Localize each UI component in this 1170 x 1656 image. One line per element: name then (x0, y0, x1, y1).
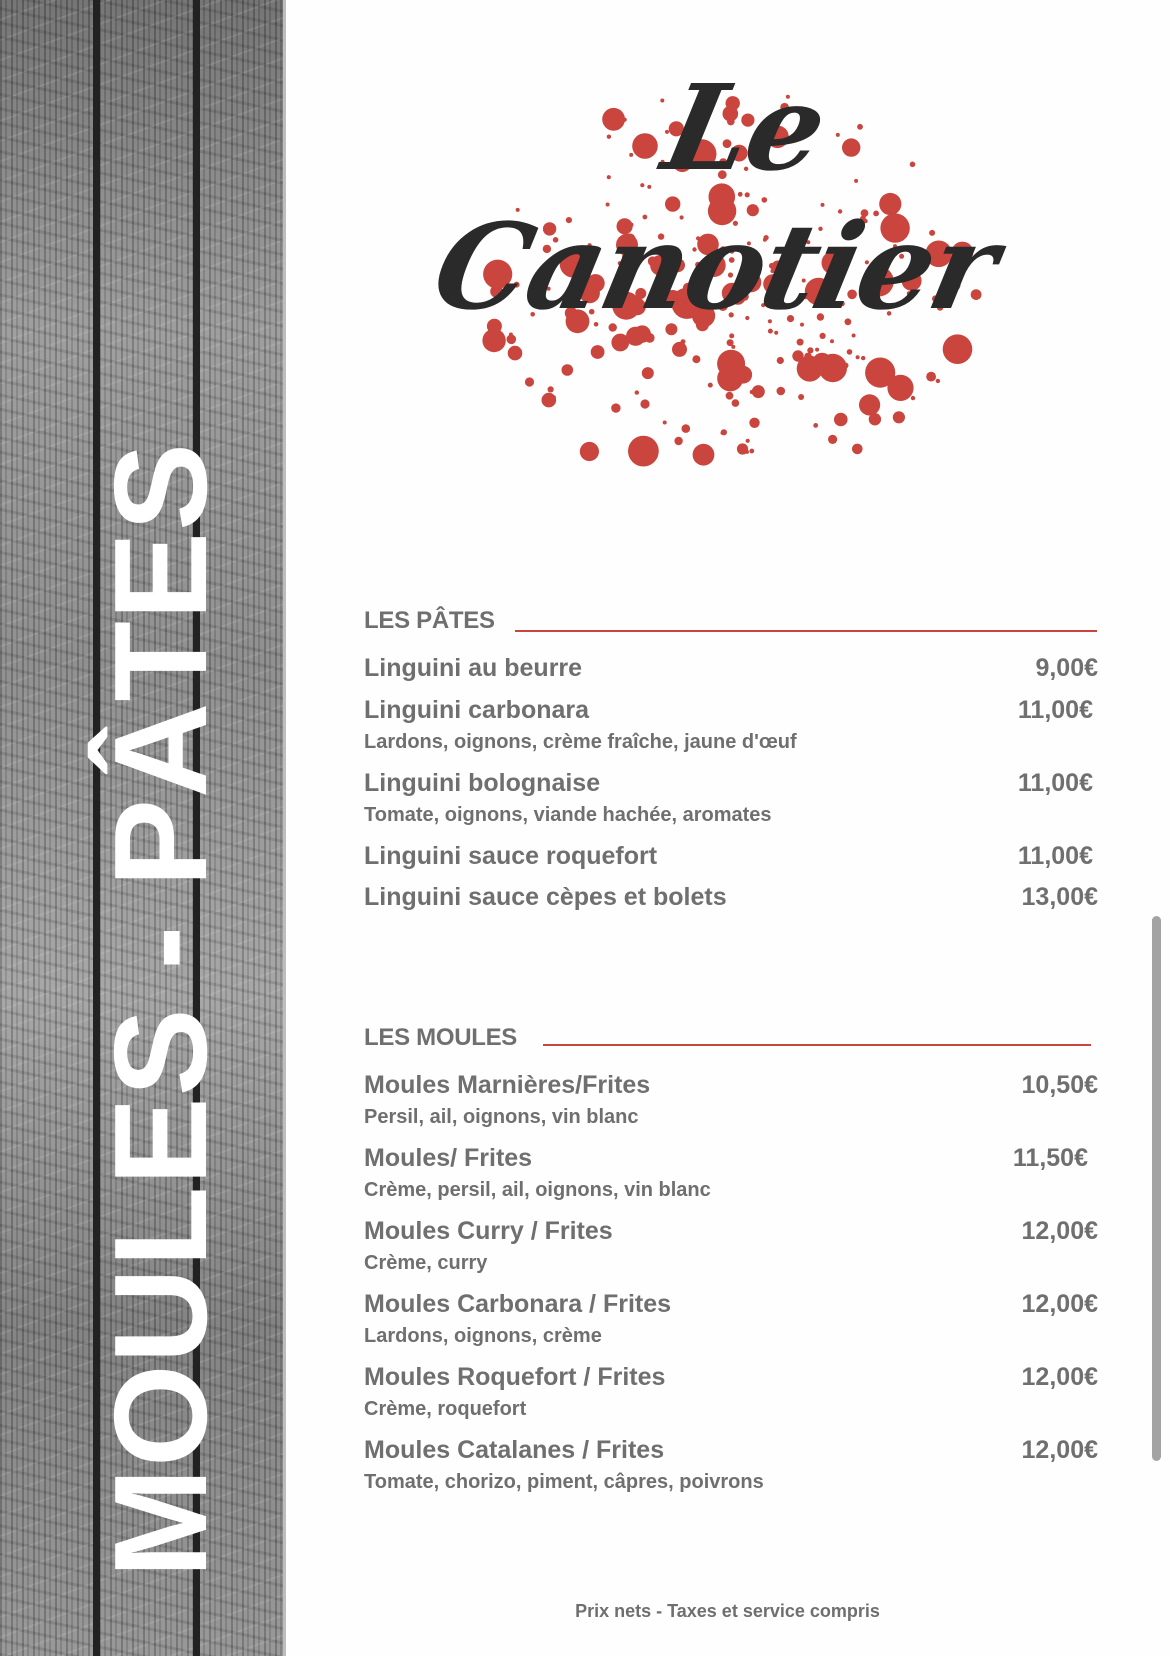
splatter-dot (737, 443, 748, 454)
splatter-dot (843, 363, 849, 369)
menu-item-price: 11,00€ (1017, 769, 1093, 797)
splatter-dot (893, 411, 905, 423)
menu-item-name: Linguini au beurre (364, 654, 583, 682)
splatter-dot (911, 396, 915, 400)
menu-item-name: Moules Curry / Frites (364, 1217, 613, 1245)
splatter-dot (859, 394, 880, 415)
menu-item-price: 12,00€ (1021, 1363, 1098, 1391)
menu-item-name: Moules Catalanes / Frites (364, 1436, 665, 1464)
splatter-dot (777, 357, 784, 364)
menu-item-name: Linguini bolognaise (364, 769, 601, 797)
splatter-dot (611, 334, 629, 352)
menu-item-description: Crème, roquefort (364, 1398, 527, 1420)
splatter-dot (562, 364, 574, 376)
splatter-dot (548, 386, 554, 392)
splatter-dot (726, 392, 734, 400)
splatter-dot (861, 356, 865, 360)
splatter-dot (847, 349, 853, 355)
menu-item-description: Tomate, oignons, viande hachée, aromates (364, 804, 772, 826)
splatter-dot (682, 424, 691, 433)
splatter-dot (749, 418, 759, 428)
menu-item-price: 11,00€ (1017, 696, 1093, 724)
splatter-dot (856, 355, 860, 359)
menu-item-price: 12,00€ (1021, 1290, 1098, 1318)
menu-item-name: Linguini sauce cèpes et bolets (364, 883, 727, 911)
splatter-dot (852, 444, 863, 455)
splatter-dot (580, 442, 599, 461)
splatter-dot (828, 435, 837, 444)
splatter-dot (792, 350, 803, 361)
menu-item-price: 12,00€ (1021, 1217, 1098, 1245)
splatter-dot (801, 367, 805, 371)
menu-item-description: Crème, persil, ail, oignons, vin blanc (364, 1179, 711, 1201)
splatter-dot (813, 423, 818, 428)
menu-item-price: 12,00€ (1021, 1436, 1098, 1464)
splatter-dot (777, 387, 786, 396)
menu-item-description: Persil, ail, oignons, vin blanc (364, 1106, 639, 1128)
splatter-dot (752, 385, 765, 398)
panel-edge (283, 0, 286, 1656)
splatter-dot (727, 339, 734, 346)
splatter-dot (804, 353, 812, 361)
splatter-dot (887, 375, 913, 401)
splatter-dot (672, 342, 687, 357)
section-divider (543, 1044, 1091, 1046)
splatter-dot (807, 347, 813, 353)
section-title-pates: LES PÂTES (364, 607, 495, 634)
splatter-dot (508, 346, 523, 361)
splatter-dot (834, 413, 848, 427)
splatter-dot (936, 379, 940, 383)
side-banner-title: MOULES - PÂTES (87, 441, 234, 1578)
splatter-dot (926, 372, 936, 382)
menu-item-name: Linguini carbonara (364, 696, 590, 724)
wood-side-panel (0, 0, 285, 1656)
splatter-dot (732, 399, 740, 407)
splatter-dot (721, 431, 725, 435)
splatter-dot (797, 339, 804, 346)
menu-item-name: Linguini sauce roquefort (364, 842, 658, 870)
menu-item-name: Moules/ Frites (364, 1144, 533, 1172)
scrollbar[interactable] (1152, 916, 1161, 1461)
section-divider (515, 630, 1097, 632)
splatter-dot (642, 367, 654, 379)
menu-item-description: Lardons, oignons, crème (364, 1325, 602, 1347)
menu-item-price: 11,50€ (1012, 1144, 1088, 1172)
footer-note: Prix nets - Taxes et service compris (575, 1601, 880, 1621)
splatter-dot (663, 421, 667, 425)
splatter-dot (708, 383, 713, 388)
restaurant-name: Le Canotier (422, 58, 1008, 336)
splatter-dot (815, 348, 819, 352)
splatter-dot (525, 377, 534, 386)
splatter-dot (542, 393, 557, 408)
splatter-dot (611, 403, 620, 412)
splatter-dot (693, 444, 715, 466)
splatter-dot (798, 394, 804, 400)
splatter-dot (749, 449, 754, 454)
splatter-dot (746, 439, 750, 443)
splatter-dot (736, 362, 741, 367)
menu-item-price: 9,00€ (1035, 654, 1098, 682)
menu-item-description: Crème, curry (364, 1252, 488, 1274)
menu-item-price: 13,00€ (1021, 883, 1098, 911)
splatter-dot (681, 339, 686, 344)
splatter-dot (943, 334, 973, 364)
splatter-dot (717, 365, 743, 391)
splatter-dot (640, 399, 649, 408)
splatter-dot (635, 390, 639, 394)
menu-item-name: Moules Roquefort / Frites (364, 1363, 666, 1391)
menu-item-name: Moules Marnières/Frites (364, 1071, 651, 1099)
menu-item-name: Moules Carbonara / Frites (364, 1290, 672, 1318)
menu-item-description: Tomate, chorizo, piment, câpres, poivrons (364, 1471, 764, 1493)
splatter-dot (674, 437, 682, 445)
menu-item-price: 11,00€ (1017, 842, 1093, 870)
splatter-dot (591, 345, 605, 359)
splatter-dot (628, 436, 659, 467)
restaurant-logo (380, 40, 1080, 520)
menu-item-price: 10,50€ (1021, 1071, 1098, 1099)
menu-item-description: Lardons, oignons, crème fraîche, jaune d'œuf (364, 731, 797, 753)
splatter-dot (830, 339, 834, 343)
splatter-dot (869, 413, 881, 425)
section-title-moules: LES MOULES (364, 1024, 518, 1051)
splatter-dot (750, 390, 754, 394)
splatter-dot (692, 355, 700, 363)
